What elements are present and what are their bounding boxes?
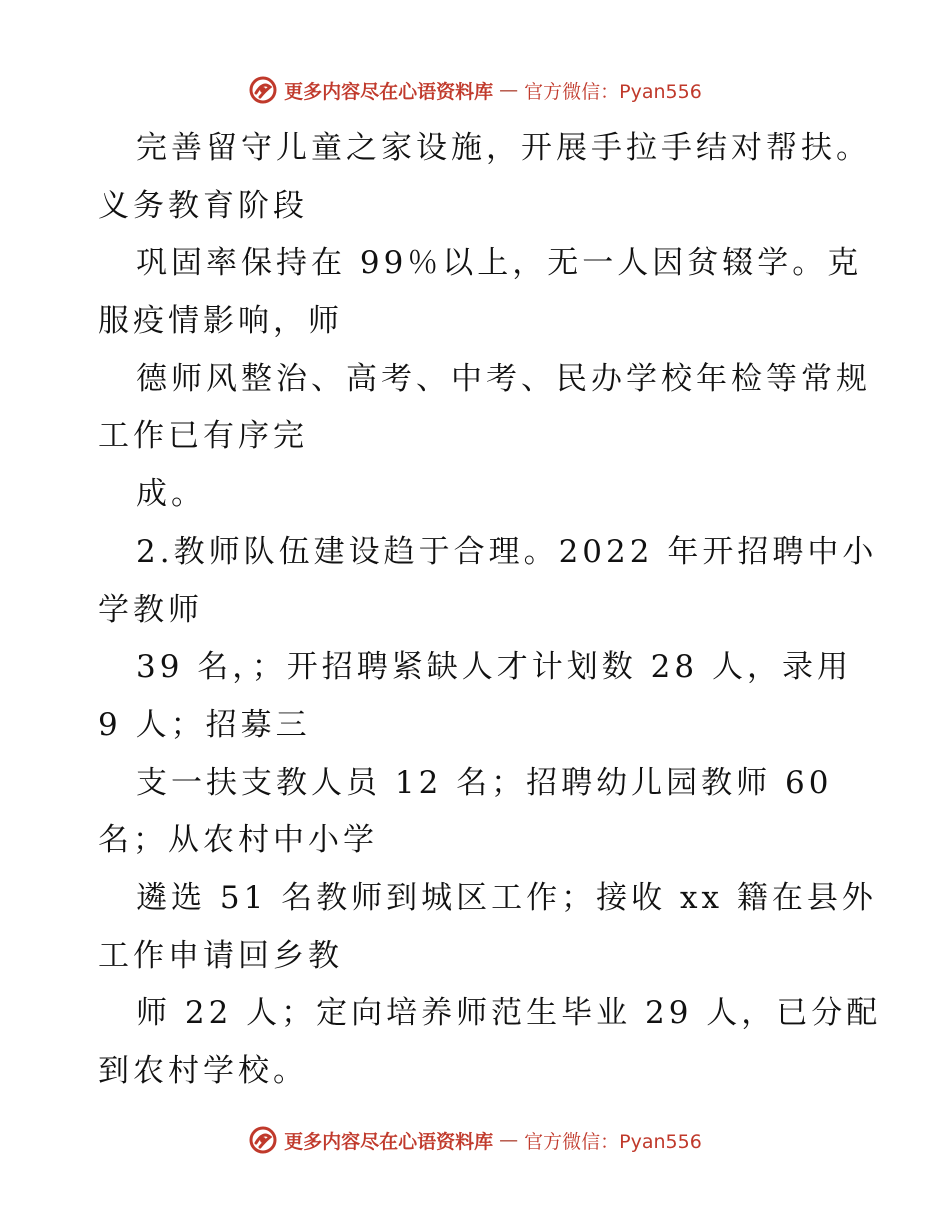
red-swirl-logo-icon — [248, 75, 278, 105]
body-line-8: 2.教师队伍建设趋于合理。2022 年开招聘中小 — [136, 533, 878, 570]
document-body — [98, 120, 882, 1101]
header-watermark-banner — [0, 70, 950, 110]
footer-separator: — — [499, 1129, 519, 1151]
red-swirl-logo-icon — [248, 1125, 278, 1155]
footer-watermark-banner — [0, 1120, 950, 1160]
body-line-9: 学教师 — [98, 591, 203, 628]
footer-wechat-text: 官方微信：Pyan556 — [524, 1130, 702, 1153]
body-line-11: 9 人；招募三 — [98, 706, 311, 743]
body-line-12: 支一扶支教人员 12 名；招聘幼儿园教师 60 — [136, 764, 833, 801]
header-brand-text: 更多内容尽在心语资料库 — [284, 80, 494, 103]
body-line-4: 服疫情影响，师 — [98, 303, 343, 340]
body-line-13: 名；从农村中小学 — [98, 822, 378, 859]
body-line-10: 39 名，；开招聘紧缺人才计划数 28 人，录用 — [136, 649, 852, 686]
header-wechat-text: 官方微信：Pyan556 — [524, 80, 702, 103]
body-line-3: 巩固率保持在 99％以上，无一人因贫辍学。克 — [136, 245, 863, 282]
body-line-14: 遴选 51 名教师到城区工作；接收 xx 籍在县外 — [136, 879, 877, 916]
body-line-5: 德师风整治、高考、中考、民办学校年检等常规 — [136, 360, 871, 397]
header-separator: — — [499, 79, 519, 101]
body-line-16: 师 22 人；定向培养师范生毕业 29 人，已分配 — [136, 995, 882, 1032]
footer-brand-text: 更多内容尽在心语资料库 — [284, 1130, 494, 1153]
body-line-17: 到农村学校。 — [98, 1053, 308, 1089]
body-line-7: 成。 — [136, 476, 206, 513]
body-line-6: 工作已有序完 — [98, 418, 308, 455]
body-line-2: 义务教育阶段 — [98, 187, 308, 224]
body-line-1: 完善留守儿童之家设施，开展手拉手结对帮扶。 — [136, 130, 871, 166]
body-line-15: 工作申请回乡教 — [98, 937, 343, 974]
